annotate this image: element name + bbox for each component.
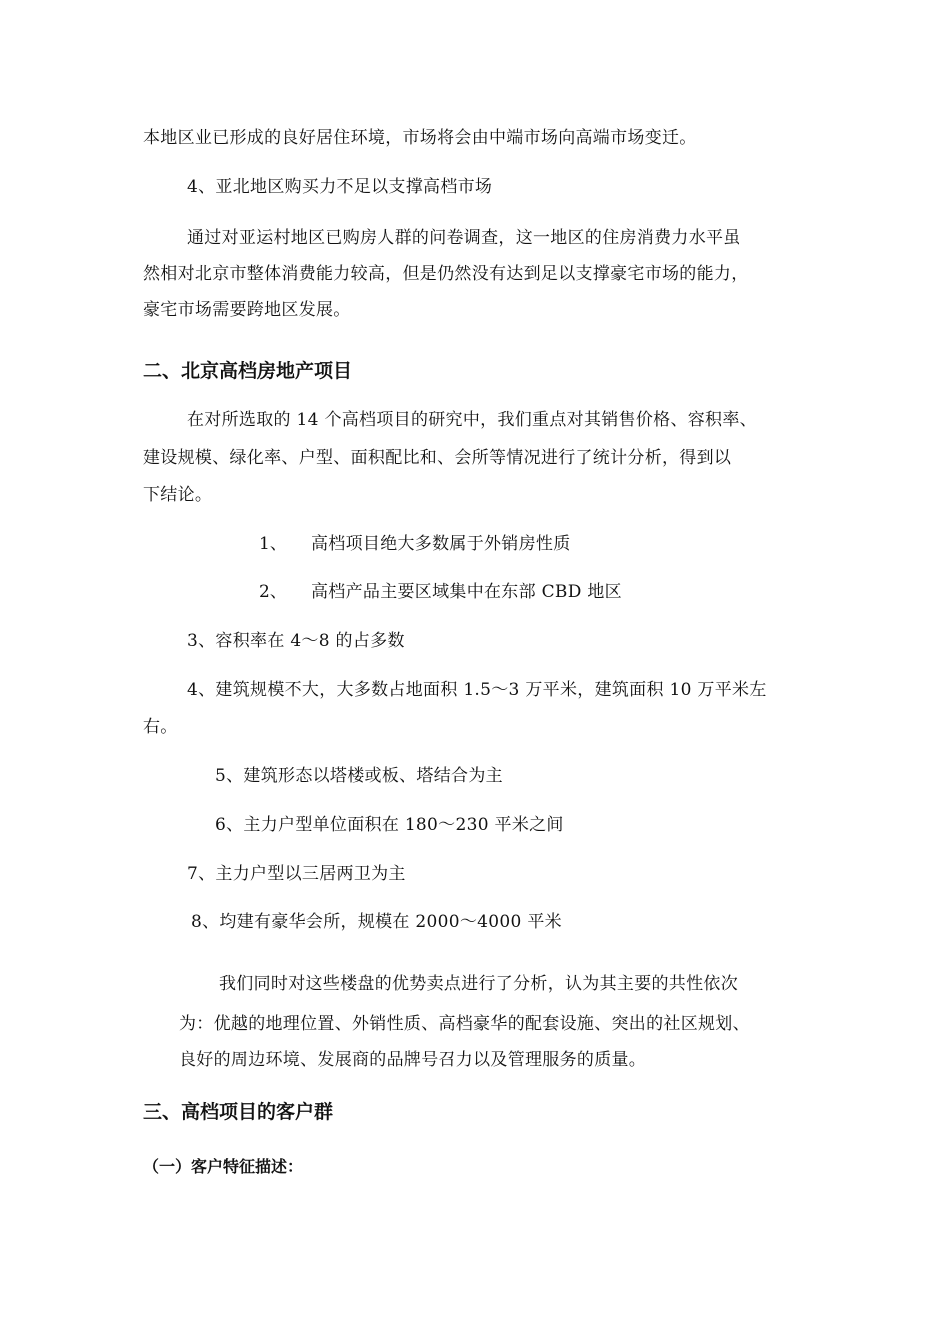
section-2-text-line-1: 在对所选取的 14 个高档项目的研究中，我们重点对其销售价格、容积率、 [187,410,757,430]
section-2-text-line-3: 下结论。 [143,485,213,505]
intro-paragraph-line: 本地区业已形成的良好居住环境，市场将会由中端市场向高端市场变迁。 [143,128,697,148]
point-4-title: 4、亚北地区购买力不足以支撑高档市场 [187,177,493,197]
list-item-8: 8、均建有豪华会所，规模在 2000～4000 平米 [191,912,562,932]
list-item-7: 7、主力户型以三居两卫为主 [187,864,406,884]
list-item-2-number: 2、 [259,582,287,602]
list-item-1-number: 1、 [259,534,287,554]
summary-line-3: 良好的周边环境、发展商的品牌号召力以及管理服务的质量。 [179,1050,647,1070]
summary-line-1: 我们同时对这些楼盘的优势卖点进行了分析，认为其主要的共性依次 [219,974,738,994]
point-4-text-line-2: 然相对北京市整体消费能力较高，但是仍然没有达到足以支撑豪宅市场的能力， [143,264,749,284]
point-4-text-line-3: 豪宅市场需要跨地区发展。 [143,300,351,320]
list-item-2-text: 高档产品主要区域集中在东部 CBD 地区 [311,582,622,602]
section-2-text-line-2: 建设规模、绿化率、户型、面积配比和、会所等情况进行了统计分析，得到以 [143,448,732,468]
list-item-4-line-2: 右。 [143,717,178,737]
summary-line-2: 为：优越的地理位置、外销性质、高档豪华的配套设施、突出的社区规划、 [179,1014,750,1034]
list-item-4-line-1: 4、建筑规模不大，大多数占地面积 1.5～3 万平米，建筑面积 10 万平米左 [187,680,767,700]
point-4-text-line-1: 通过对亚运村地区已购房人群的问卷调查，这一地区的住房消费力水平虽 [187,228,741,248]
list-item-5: 5、建筑形态以塔楼或板、塔结合为主 [215,766,503,786]
section-2-heading: 二、北京高档房地产项目 [143,360,353,382]
list-item-1-text: 高档项目绝大多数属于外销房性质 [311,534,571,554]
section-3-heading: 三、高档项目的客户群 [143,1101,334,1123]
section-3-subheading: （一）客户特征描述： [143,1157,304,1176]
list-item-6: 6、主力户型单位面积在 180～230 平米之间 [215,815,564,835]
list-item-3: 3、容积率在 4～8 的占多数 [187,631,405,651]
